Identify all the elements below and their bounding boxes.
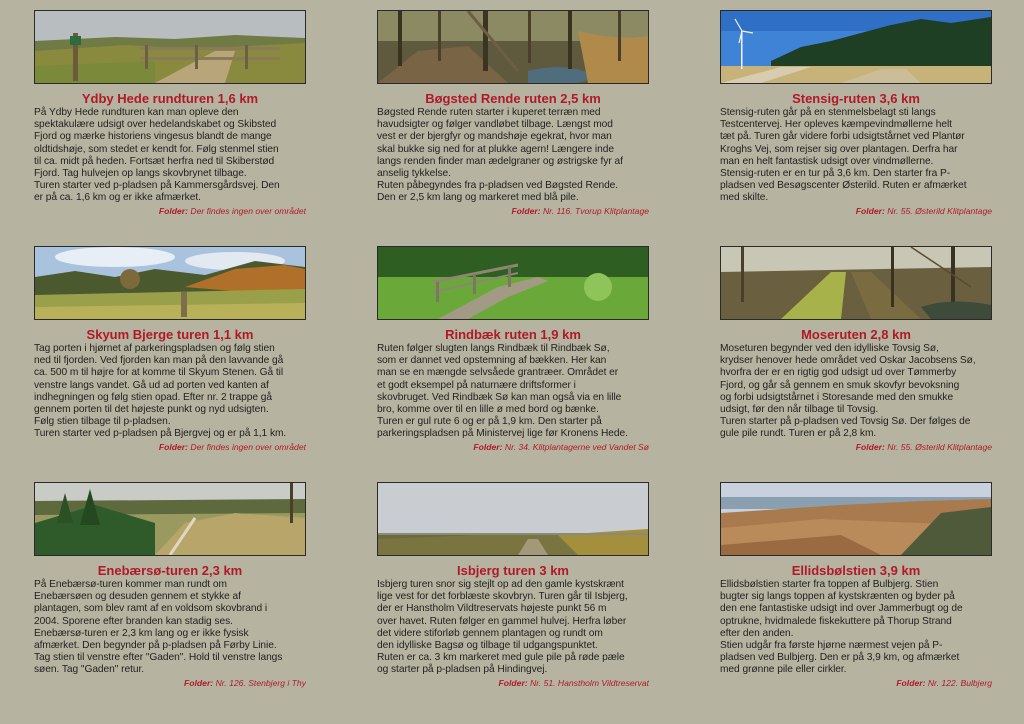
trail-description: Stensig-ruten går på en stenmelsbelagt sti langs Testcentervej. Her opleves kæmpevindmøllerne helt tæt på. Turen går videre forbi udsigtstårnet ved Plantør Kroghs Vej, som rejser sig over plantagen. Derfra har man en helt fantastisk udsigt over vindmøllerne. Stensig-ruten er en tur på 3,6 km. Den starter fra P- pladsen ved Besøgscenter Østerild. Ruten er afmærket med skilte. bbox=[720, 107, 967, 204]
trail-folder-reference bbox=[34, 442, 306, 453]
folder-value: Nr. 126. Stenbjerg i Thy bbox=[215, 677, 306, 688]
trail-description: Moseturen begynder ved den idylliske Tovsig Sø, krydser henover hede området ved Oskar Jacobsens Sø, hvorfra der er en rigtig god udsigt ud over Tømmerby Fjord, og går så gennem en smuk skovfyr bevoksning og forbi udsigtstårnet i Storesande med den smukke udsigt, før den når tilbage til Tovsig. Turen starter på p-pladsen ved Tovsig Sø. Der følges de gule pile rundt. Turen er på 2,8 km. bbox=[720, 343, 976, 440]
trail-title: Bøgsted Rende ruten 2,5 km bbox=[425, 91, 601, 106]
trail-title: Isbjerg turen 3 km bbox=[457, 563, 569, 578]
folder-value: Nr. 122. Bulbjerg bbox=[927, 677, 992, 688]
folder-label: Folder: bbox=[855, 205, 885, 216]
trail-photo-plantation bbox=[34, 482, 306, 556]
trail-photo-path-trees bbox=[720, 246, 992, 320]
folder-value: Nr. 34. Klitplantagerne ved Vandet Sø bbox=[504, 441, 649, 452]
trail-card-ellidsbolstien bbox=[720, 482, 992, 716]
trail-card-moseruten bbox=[720, 246, 992, 482]
trail-description: Ellidsbølstien starter fra toppen af Bulbjerg. Stien bugter sig langs toppen af kystskrænten og byder på den ene fantastiske udsigt ind over Jammerbugt og de optrukne, hvidmalede fiskekuttere på Thorup Strand efter den anden. Stien udgår fra første hjørne nærmest vejen på P- pladsen ved Bulbjerg. Den er på 3,9 km, og afmærket med grønne pile eller cirkler. bbox=[720, 579, 963, 676]
trail-title: Rindbæk ruten 1,9 km bbox=[445, 327, 581, 342]
trail-title: Ellidsbølstien 3,9 km bbox=[791, 563, 921, 578]
trail-card-bogsted-rende bbox=[377, 10, 649, 246]
trail-photo-heath bbox=[34, 10, 306, 84]
trail-folder-reference bbox=[720, 442, 992, 453]
trail-folder-reference bbox=[720, 678, 992, 689]
trail-photo-coastal-cliff bbox=[720, 482, 992, 556]
folder-label: Folder: bbox=[184, 677, 214, 688]
trail-folder-reference bbox=[377, 678, 649, 689]
trail-description: På Ydby Hede rundturen kan man opleve den spektakulære udsigt over hedelandskabet og Skibsted Fjord og mærke historiens vingesus blandt de mange oldtidshøje, som stedet er kendt for. Følg stenmel stien til ca. midt på heden. Fortsæt herfra ned til Skiberstød Fjord. Tag hulvejen op langs skovbrynet tilbage. Turen starter ved p-pladsen på Kammersgårdsvej. Den er på ca. 1,6 km og er ikke afmærket. bbox=[34, 107, 280, 204]
folder-value: Nr. 55. Østerild Klitplantage bbox=[887, 441, 992, 452]
trail-photo-wind-turbines bbox=[720, 10, 992, 84]
trail-title: Stensig-ruten 3,6 km bbox=[792, 91, 920, 106]
trail-folder-reference bbox=[377, 206, 649, 217]
trail-title: Skyum Bjerge turen 1,1 km bbox=[86, 327, 254, 342]
trail-description: Tag porten i hjørnet af parkeringspladsen og følg stien ned til fjorden. Ved fjorden kan man på den lavvande gå ca. 500 m til højre for at komme til Skyum Stenen. Gå til venstre langs vandet. Gå ud ad porten ved kanten af indhegningen og følg stien opad. Efter nr. 2 trappe gå gennem porten til det højeste punkt og nyd udsigten. Følg stien tilbage til p-pladsen. Turen starter ved p-pladsen på Bjergvej og er på 1,1 km. bbox=[34, 343, 287, 440]
trail-card-stensig bbox=[720, 10, 992, 246]
folder-label: Folder: bbox=[896, 677, 926, 688]
trail-description: Isbjerg turen snor sig stejlt op ad den gamle kystskrænt lige vest for det forblæste skovbryn. Turen går til Isbjerg, der er Hanstholm Vildtreservats højeste punkt 56 m over havet. Ruten følger en gammel hulvej. Herfra løber det videre stiforløb gennem plantagen og rundt om den idylliske Bagsø og tilbage til udgangspunktet. Ruten er ca. 3 km markeret med gule pile på røde pæle og starter på p-pladsen på Hindingvej. bbox=[377, 579, 628, 676]
trail-grid bbox=[34, 10, 992, 716]
trail-photo-hills bbox=[34, 246, 306, 320]
trail-description: Bøgsted Rende ruten starter i kuperet terræn med havudsigter og følger vandløbet tilbage. Længst mod vest er der bjergfyr og mandshøje egekrat, hvor man skal bukke sig ned for at plukke agern! Længere inde langs renden finder man ædelgraner og østrigske fyr af anselig tykkelse. Ruten påbegyndes fra p-pladsen ved Bøgsted Rende. Den er 2,5 km lang og markeret med blå pile. bbox=[377, 107, 623, 204]
folder-label: Folder: bbox=[511, 205, 541, 216]
trail-description: På Enebærsø-turen kommer man rundt om Enebærsøen og desuden gennem et stykke af plantagen, som blev ramt af en voldsom skovbrand i 2004. Sporene efter branden kan stadig ses. Enebærsø-turen er 2,3 km lang og er ikke fysisk afmærket. Den begynder på p-pladsen på Førby Linie. Tag stien til venstre efter "Gaden". Hold til venstre langs søen. Tag "Gaden" retur. bbox=[34, 579, 283, 676]
trail-photo-forest-stream bbox=[377, 10, 649, 84]
folder-value: Nr. 51. Hanstholm Vildtreservat bbox=[530, 677, 649, 688]
folder-label: Folder: bbox=[473, 441, 503, 452]
folder-value: Nr. 55. Østerild Klitplantage bbox=[887, 205, 992, 216]
trail-folder-reference bbox=[34, 206, 306, 217]
folder-value: Der findes ingen over området bbox=[190, 441, 306, 452]
trail-title: Enebærsø-turen 2,3 km bbox=[97, 563, 243, 578]
trail-folder-reference bbox=[34, 678, 306, 689]
folder-label: Folder: bbox=[158, 205, 188, 216]
trail-photo-overcast-dunes bbox=[377, 482, 649, 556]
trail-description: Ruten følger slugten langs Rindbæk til Rindbæk Sø, som er dannet ved opstemning af bækken. Her kan man se en mængde selvsåede grantræer. Området er et godt eksempel på naturnære driftsformer i skovbruget. Ved Rindbæk Sø kan man også via en lille bro, komme over til en lille ø med bord og bænke. Turen er gul rute 6 og er på 1,9 km. Den starter på parkeringspladsen på Ministervej lige før Kronens Hede. bbox=[377, 343, 628, 440]
folder-value: Der findes ingen over området bbox=[190, 205, 306, 216]
folder-label: Folder: bbox=[855, 441, 885, 452]
trail-card-ydby-hede bbox=[34, 10, 306, 246]
trail-title: Ydby Hede rundturen 1,6 km bbox=[81, 91, 259, 106]
folder-label: Folder: bbox=[498, 677, 528, 688]
trail-card-rindbaek bbox=[377, 246, 649, 482]
trail-title: Moseruten 2,8 km bbox=[801, 327, 911, 342]
trail-folder-reference bbox=[377, 442, 649, 453]
folder-label: Folder: bbox=[158, 441, 188, 452]
trail-card-enebaerso bbox=[34, 482, 306, 716]
trail-card-isbjerg bbox=[377, 482, 649, 716]
folder-value: Nr. 116. Tvorup Klitplantage bbox=[542, 205, 649, 216]
trail-photo-bridge bbox=[377, 246, 649, 320]
trail-folder-reference bbox=[720, 206, 992, 217]
trail-card-skyum-bjerge bbox=[34, 246, 306, 482]
